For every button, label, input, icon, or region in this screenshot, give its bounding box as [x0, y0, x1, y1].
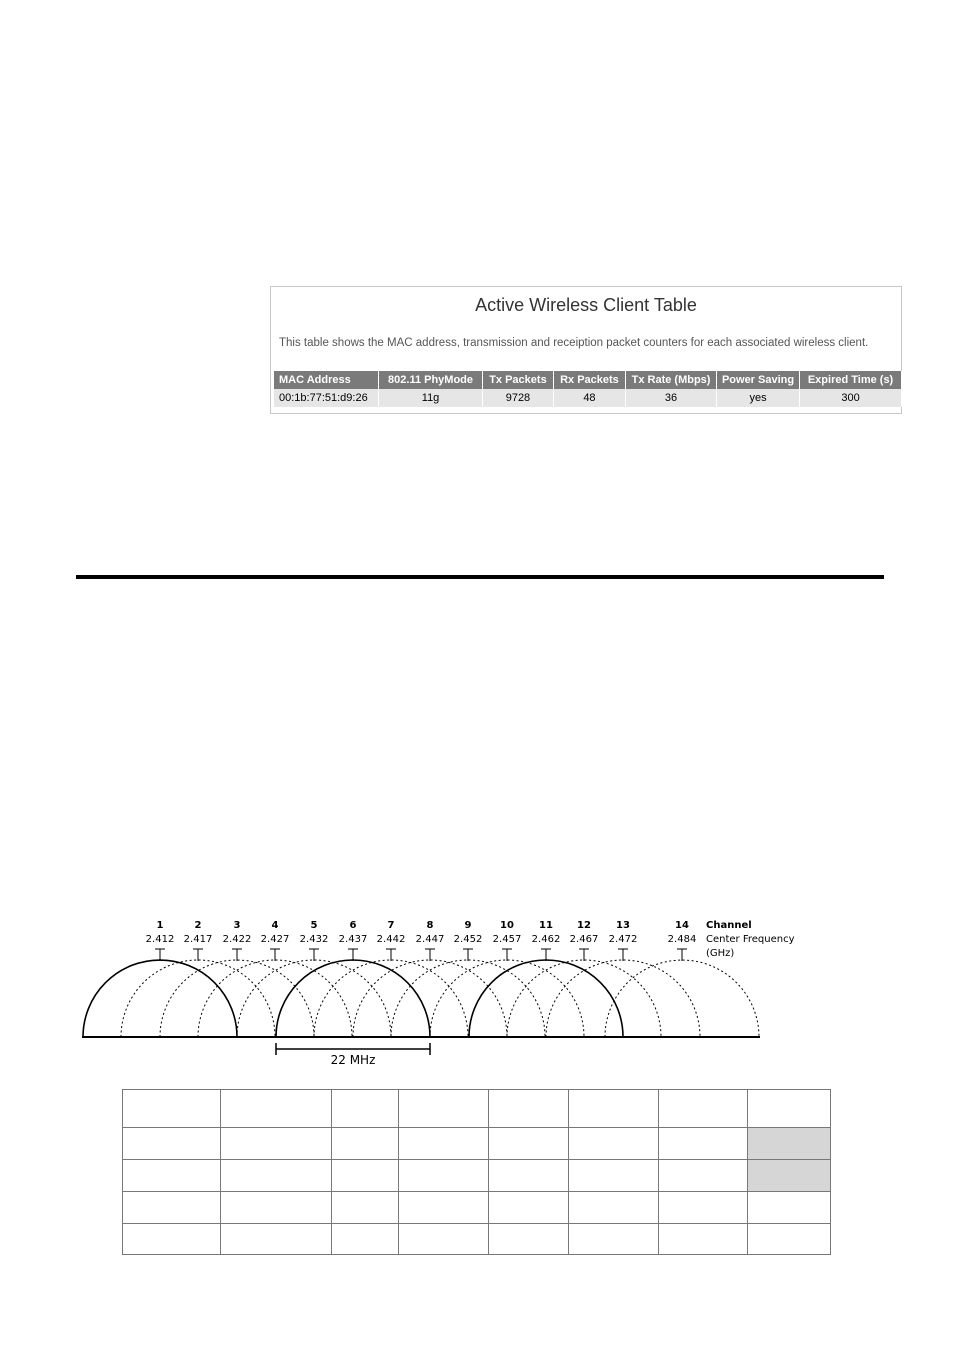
table-row	[123, 1160, 831, 1192]
grid-cell	[569, 1160, 659, 1192]
channel-arc-10	[430, 960, 584, 1037]
grid-cell	[332, 1192, 399, 1224]
grid-cell	[123, 1090, 221, 1128]
cell-mac-address: 00:1b:77:51:d9:26	[274, 389, 378, 407]
grid-cell	[659, 1224, 748, 1255]
channel-arc-11	[469, 960, 623, 1037]
channel-frequency-7: 2.442	[376, 934, 406, 945]
channel-number-13: 13	[616, 920, 630, 931]
channel-frequency-13: 2.472	[608, 934, 638, 945]
client-table-header-row	[274, 371, 902, 389]
channel-arc-6	[276, 960, 430, 1037]
grid-cell	[123, 1192, 221, 1224]
grid-cell	[489, 1192, 569, 1224]
grid-cell	[399, 1224, 489, 1255]
grid-cell	[659, 1128, 748, 1160]
channel-number-7: 7	[387, 920, 395, 931]
channel-arcs-solid	[83, 960, 623, 1037]
channel-frequency-14: 2.484	[667, 934, 697, 945]
client-table	[274, 371, 902, 407]
channel-frequency-12: 2.467	[569, 934, 599, 945]
grid-cell	[332, 1090, 399, 1128]
grid-cell	[123, 1160, 221, 1192]
header-phymode: 802.11 PhyMode	[378, 371, 482, 389]
grid-cell	[748, 1224, 831, 1255]
grid-cell	[569, 1128, 659, 1160]
grid-cell	[569, 1090, 659, 1128]
grid-cell	[659, 1160, 748, 1192]
header-mac-address: MAC Address	[274, 371, 378, 389]
channel-arc-7	[314, 960, 468, 1037]
channel-labels	[146, 920, 697, 945]
grid-cell	[489, 1224, 569, 1255]
empty-grid-table	[122, 1089, 831, 1255]
cell-phymode: 11g	[378, 389, 482, 407]
channel-number-1: 1	[156, 920, 164, 931]
section-divider	[76, 575, 884, 579]
table-row	[274, 389, 902, 407]
channel-arc-1	[83, 960, 237, 1037]
header-tx-packets: Tx Packets	[483, 371, 554, 389]
grid-cell	[399, 1192, 489, 1224]
channel-number-8: 8	[426, 920, 434, 931]
channel-arc-13	[546, 960, 700, 1037]
grid-cell	[659, 1192, 748, 1224]
channel-number-14: 14	[675, 920, 689, 931]
grid-cell	[748, 1128, 831, 1160]
table-row	[123, 1192, 831, 1224]
channel-number-4: 4	[271, 920, 279, 931]
grid-cell	[332, 1160, 399, 1192]
cell-rx-packets: 48	[553, 389, 625, 407]
channel-frequency-9: 2.452	[453, 934, 483, 945]
cell-tx-rate: 36	[626, 389, 717, 407]
grid-cell	[748, 1160, 831, 1192]
channel-arc-14	[605, 960, 759, 1037]
grid-cell	[221, 1224, 332, 1255]
grid-cell	[489, 1090, 569, 1128]
channel-arc-5	[237, 960, 391, 1037]
channel-arcs-dotted	[121, 960, 759, 1037]
grid-cell	[748, 1192, 831, 1224]
grid-cell	[748, 1090, 831, 1128]
cell-power-saving: yes	[716, 389, 799, 407]
channel-frequency-10: 2.457	[492, 934, 522, 945]
channel-number-10: 10	[500, 920, 514, 931]
channel-number-5: 5	[310, 920, 318, 931]
channel-axis-label: Channel	[706, 920, 752, 931]
client-table-description: This table shows the MAC address, transmission and receiption packet counters for each associated wireless client.	[279, 337, 869, 349]
channel-frequency-11: 2.462	[531, 934, 561, 945]
grid-cell	[399, 1160, 489, 1192]
grid-cell	[569, 1224, 659, 1255]
channel-frequency-3: 2.422	[222, 934, 252, 945]
channel-markers	[155, 949, 687, 961]
grid-cell	[489, 1128, 569, 1160]
grid-cell	[221, 1090, 332, 1128]
channel-number-9: 9	[464, 920, 472, 931]
channel-arc-4	[198, 960, 352, 1037]
bandwidth-label: 22 MHz	[330, 1053, 376, 1067]
channel-frequency-5: 2.432	[299, 934, 329, 945]
grid-cell	[123, 1224, 221, 1255]
table-row	[123, 1128, 831, 1160]
channel-frequency-8: 2.447	[415, 934, 445, 945]
header-expired-time: Expired Time (s)	[800, 371, 902, 389]
grid-cell	[399, 1128, 489, 1160]
grid-cell	[221, 1128, 332, 1160]
channel-arc-8	[353, 960, 507, 1037]
channel-arc-9	[391, 960, 545, 1037]
grid-cell	[332, 1224, 399, 1255]
channel-arc-12	[507, 960, 661, 1037]
channel-frequency-4: 2.427	[260, 934, 290, 945]
grid-cell	[221, 1192, 332, 1224]
client-table-panel	[270, 286, 902, 414]
grid-cell	[569, 1192, 659, 1224]
grid-cell	[489, 1160, 569, 1192]
channel-frequency-6: 2.437	[338, 934, 368, 945]
client-table-title: Active Wireless Client Table	[475, 295, 697, 315]
bandwidth-indicator	[276, 1043, 430, 1067]
channel-frequency-diagram	[76, 912, 806, 1072]
frequency-axis-label: Center Frequency	[706, 934, 795, 945]
channel-number-11: 11	[539, 920, 553, 931]
channel-number-6: 6	[349, 920, 357, 931]
table-row	[123, 1090, 831, 1128]
channel-number-2: 2	[194, 920, 202, 931]
channel-frequency-1: 2.412	[145, 934, 175, 945]
grid-cell	[221, 1160, 332, 1192]
grid-cell	[123, 1128, 221, 1160]
cell-expired-time: 300	[800, 389, 902, 407]
frequency-unit-label: (GHz)	[706, 948, 735, 959]
header-tx-rate: Tx Rate (Mbps)	[626, 371, 717, 389]
grid-cell	[399, 1090, 489, 1128]
channel-frequency-2: 2.417	[183, 934, 213, 945]
header-power-saving: Power Saving	[716, 371, 799, 389]
channel-number-12: 12	[577, 920, 591, 931]
table-row	[123, 1224, 831, 1255]
grid-cell	[659, 1090, 748, 1128]
channel-number-3: 3	[233, 920, 241, 931]
channel-arc-2	[121, 960, 275, 1037]
cell-tx-packets: 9728	[483, 389, 554, 407]
channel-arc-3	[160, 960, 314, 1037]
header-rx-packets: Rx Packets	[553, 371, 625, 389]
grid-cell	[332, 1128, 399, 1160]
